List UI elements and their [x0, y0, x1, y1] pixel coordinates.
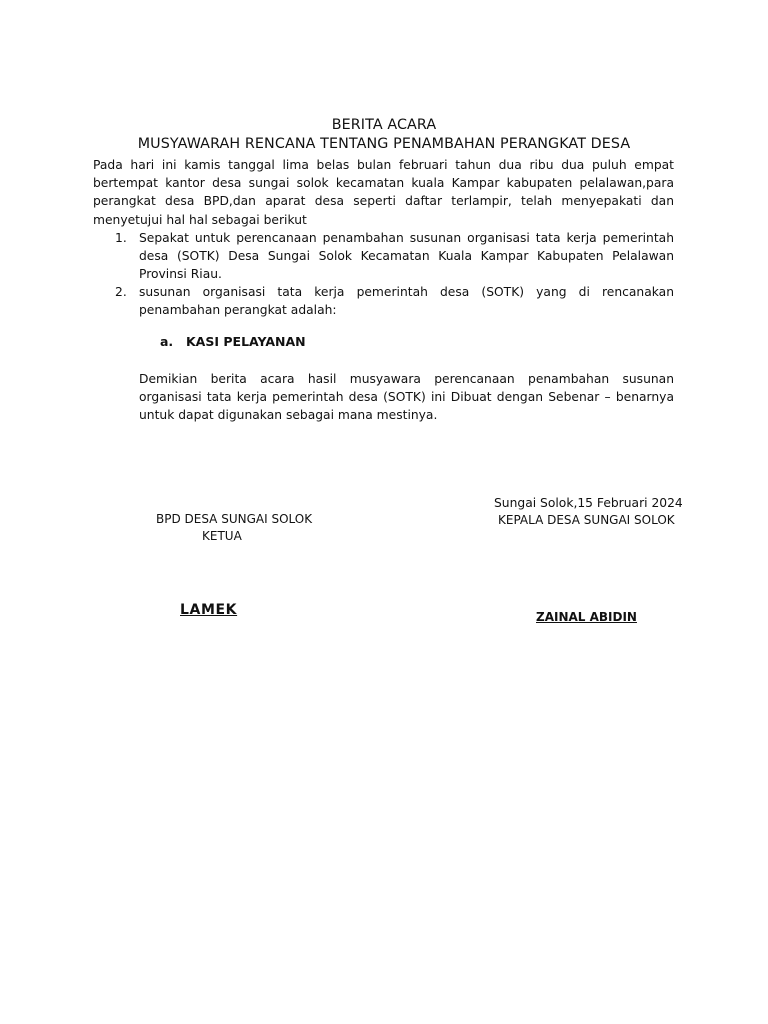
- list-item-line: Sepakat untuk perencanaan penambahan susunan organisasi tata kerja pemerintah: [139, 231, 674, 245]
- closing-paragraph: [139, 370, 674, 425]
- bpd-organization: BPD DESA SUNGAI SOLOK: [156, 512, 313, 526]
- intro-line: bertempat kantor desa sungai solok kecamatan kuala Kampar kabupaten pelalawan,para: [93, 176, 674, 191]
- place-date: Sungai Solok,15 Februari 2024: [494, 496, 683, 510]
- intro-line: menyetujui hal hal sebagai berikut: [93, 212, 307, 227]
- list-item-line: desa (SOTK) Desa Sungai Solok Kecamatan Kuala Kampar Kabupaten Pelalawan: [139, 249, 674, 264]
- intro-line: Pada hari ini kamis tanggal lima belas bulan februari tahun dua ribu dua puluh empat: [93, 158, 674, 172]
- bpd-role: KETUA: [202, 529, 242, 543]
- list-item: [93, 283, 674, 319]
- list-item-number: 1.: [115, 231, 127, 245]
- document-title: BERITA ACARA: [331, 117, 437, 133]
- village-head-name: ZAINAL ABIDIN: [536, 610, 637, 624]
- bpd-chair-name: LAMEK: [180, 602, 238, 618]
- list-item-number: 2.: [115, 285, 127, 299]
- list-item-line: penambahan perangkat adalah:: [139, 303, 337, 318]
- sub-item-heading: [160, 334, 306, 349]
- list-item-line: Provinsi Riau.: [139, 267, 222, 282]
- list-item: [93, 229, 674, 284]
- list-item-line: susunan organisasi tata kerja pemerintah desa (SOTK) yang di rencanakan: [139, 285, 674, 299]
- sub-item-text: KASI PELAYANAN: [186, 334, 306, 349]
- closing-line: untuk dapat digunakan sebagai mana mestinya.: [139, 408, 438, 423]
- closing-line: organisasi tata kerja pemerintah desa (SOTK) ini Dibuat dengan Sebenar – benarnya: [139, 390, 674, 405]
- sub-item-letter: a.: [160, 334, 174, 349]
- village-head-title: KEPALA DESA SUNGAI SOLOK: [498, 513, 675, 527]
- closing-line: Demikian berita acara hasil musyawara perencanaan penambahan susunan: [139, 372, 674, 386]
- intro-line: perangkat desa BPD,dan aparat desa seperti daftar terlampir, telah menyepakati dan: [93, 194, 674, 209]
- document-subtitle: MUSYAWARAH RENCANA TENTANG PENAMBAHAN PERANGKAT DESA: [137, 136, 631, 152]
- intro-paragraph: [93, 156, 674, 229]
